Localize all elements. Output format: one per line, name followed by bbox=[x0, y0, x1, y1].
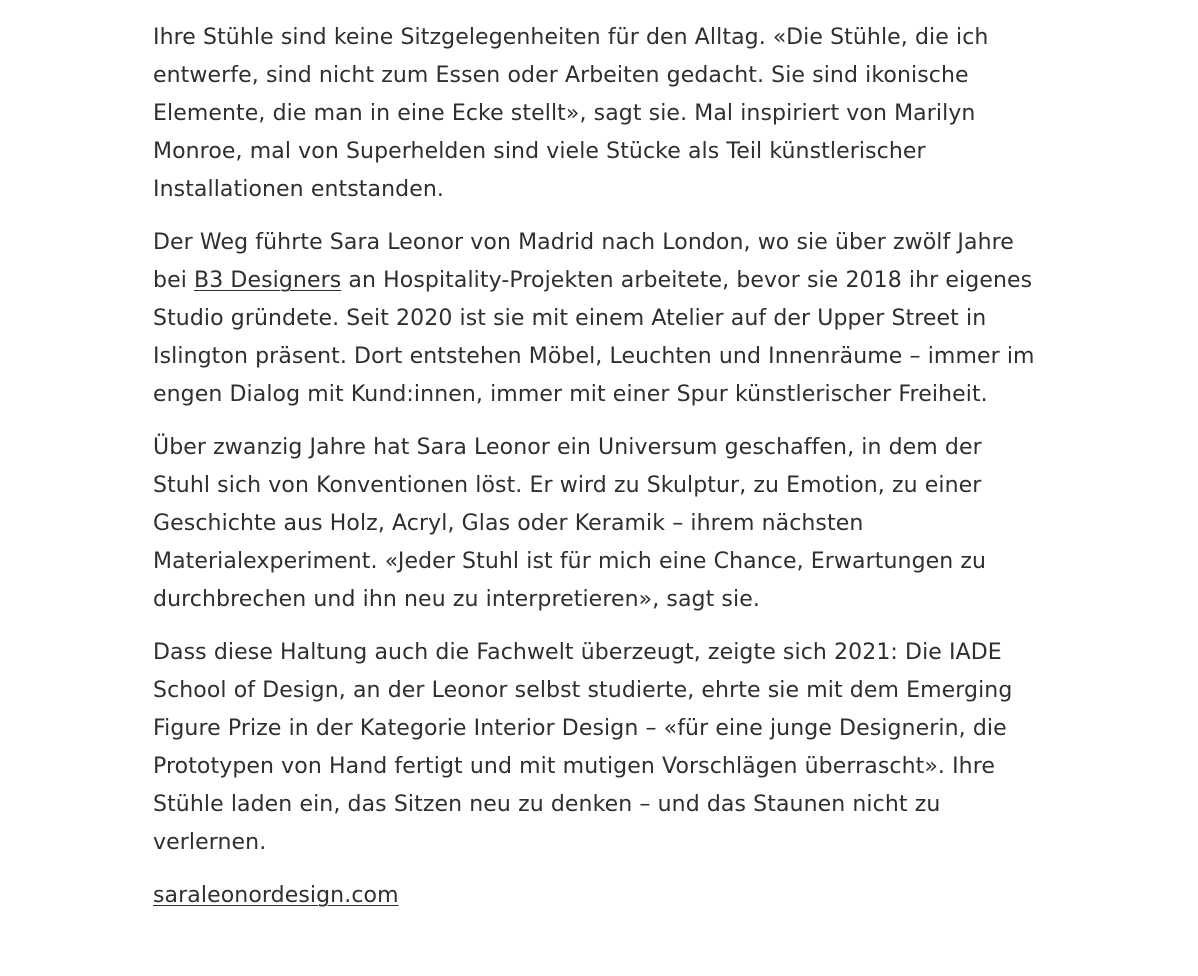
article-paragraph-4: Dass diese Haltung auch die Fachwelt überzeugt, zeigte sich 2021: Die IADE School of Design, an der Leonor selbst studierte, ehrte sie mit dem Emerging Figure Prize in der Kategorie Interior Design – «für eine junge Designerin, die Prototypen von Hand fertigt und mit mutigen Vorschlägen überrascht». Ihre Stühle laden ein, das Sitzen neu zu denken – und das Staunen nicht zu verlernen. bbox=[153, 640, 1013, 855]
b3-designers-link[interactable]: B3 Designers bbox=[194, 268, 342, 293]
article-paragraph-3: Über zwanzig Jahre hat Sara Leonor ein Universum geschaffen, in dem der Stuhl sich von Konventionen löst. Er wird zu Skulptur, zu Emotion, zu einer Geschichte aus Holz, Acryl, Glas oder Keramik – ihrem nächsten Materialexperiment. «Jeder Stuhl ist für mich eine Chance, Erwartungen zu durchbrechen und ihn neu zu interpretieren», sagt sie. bbox=[153, 435, 987, 612]
article-paragraph-1: Ihre Stühle sind keine Sitzgelegenheiten für den Alltag. «Die Stühle, die ich entwerfe, sind nicht zum Essen oder Arbeiten gedacht. Sie sind ikonische Elemente, die man in eine Ecke stellt», sagt sie. Mal inspiriert von Marilyn Monroe, mal von Superhelden sind viele Stücke als Teil künstlerischer Installationen entstanden. bbox=[153, 25, 989, 202]
article-body bbox=[153, 19, 1043, 930]
paragraph-text: Der Weg führte Sara Leonor von Madrid nach London, wo sie über zwölf Jahre bei bbox=[153, 230, 1014, 293]
website-paragraph bbox=[153, 877, 1043, 915]
paragraph-text: an Hospitality-Projekten arbeitete, bevor sie 2018 ihr eigenes Studio gründete. Seit 2020 ist sie mit einem Atelier auf der Upper Street in Islington präsent. Dort entstehen Möbel, Leuchten und Innenräume – immer im engen Dialog mit Kund:innen, immer mit einer Spur künstlerischer Freiheit. bbox=[153, 268, 1035, 407]
website-link[interactable]: saraleonordesign.com bbox=[153, 883, 399, 908]
article-paragraph-2 bbox=[153, 224, 1043, 414]
